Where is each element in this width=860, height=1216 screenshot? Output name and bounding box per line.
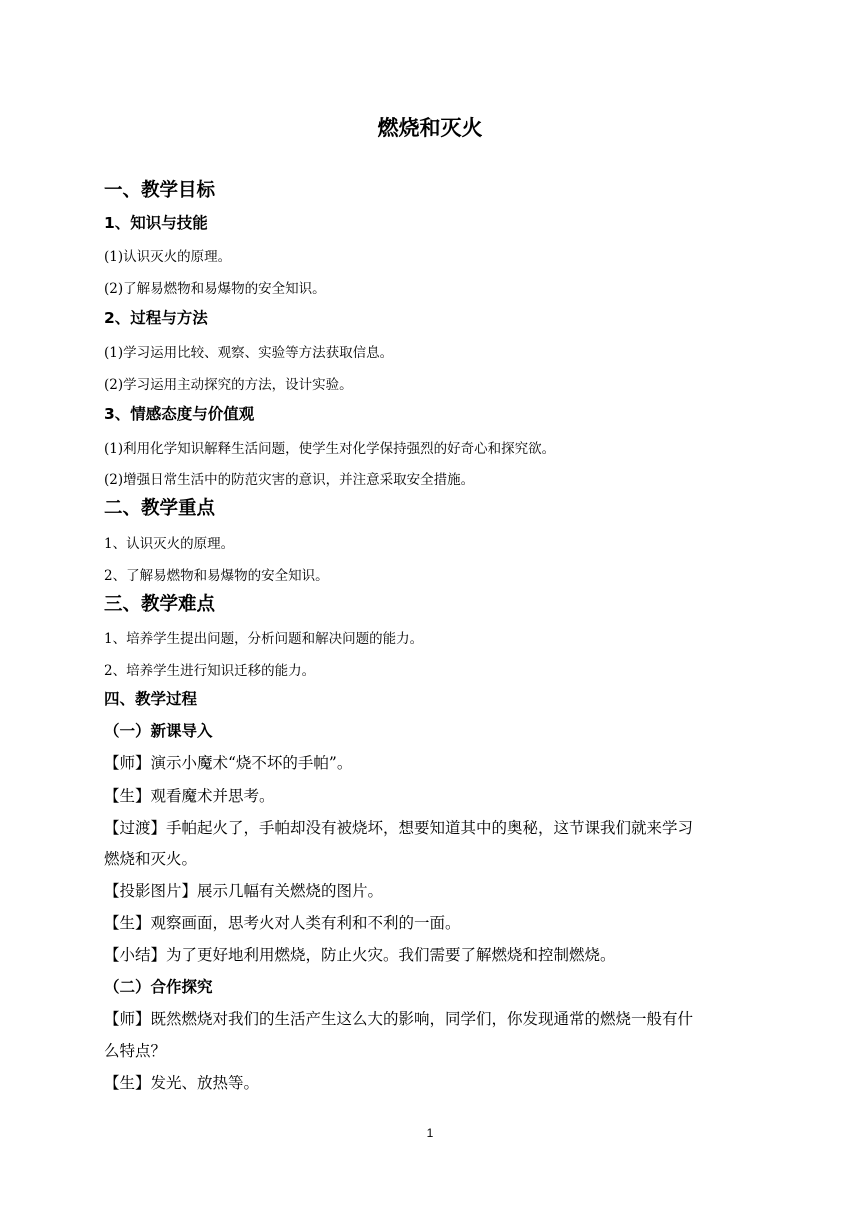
subheading-knowledge: 1、知识与技能 <box>104 214 208 232</box>
paragraph: 【小结】为了更好地利用燃烧，防止火灾。我们需要了解燃烧和控制燃烧。 <box>104 946 616 964</box>
paragraph: 【投影图片】展示几幅有关燃烧的图片。 <box>104 882 384 900</box>
paragraph: 么特点？ <box>104 1042 167 1060</box>
subheading-cooperation: （二）合作探究 <box>104 978 213 996</box>
paragraph: 【生】观察画面，思考火对人类有利和不利的一面。 <box>104 914 461 932</box>
section-heading-process: 四、教学过程 <box>104 690 198 708</box>
paragraph: (1)利用化学知识解释生活问题，使学生对化学保持强烈的好奇心和探究欲。 <box>104 441 556 457</box>
paragraph: 【师】既然燃烧对我们的生活产生这么大的影响，同学们，你发现通常的燃烧一般有什 <box>104 1010 694 1028</box>
paragraph: 2、了解易燃物和易爆物的安全知识。 <box>104 568 329 584</box>
paragraph: 2、培养学生进行知识迁移的能力。 <box>104 663 316 679</box>
paragraph: (2)了解易燃物和易爆物的安全知识。 <box>104 281 326 297</box>
document-title: 燃烧和灭火 <box>377 116 483 140</box>
paragraph: 【生】观看魔术并思考。 <box>104 787 275 805</box>
subheading-intro: （一）新课导入 <box>104 722 213 740</box>
paragraph: (1)学习运用比较、观察、实验等方法获取信息。 <box>104 345 394 361</box>
paragraph: (2)学习运用主动探究的方法，设计实验。 <box>104 377 353 393</box>
section-heading-difficulties: 三、教学难点 <box>104 594 216 615</box>
subheading-emotion: 3、情感态度与价值观 <box>104 405 255 423</box>
page-number: 1 <box>426 1126 434 1140</box>
paragraph: 1、培养学生提出问题，分析问题和解决问题的能力。 <box>104 631 424 647</box>
paragraph: 【过渡】手帕起火了，手帕却没有被烧坏，想要知道其中的奥秘，这节课我们就来学习 <box>104 819 694 837</box>
paragraph: 【师】演示小魔术“烧不坏的手帕”。 <box>104 754 353 772</box>
section-heading-objectives: 一、教学目标 <box>104 180 216 201</box>
subheading-process: 2、过程与方法 <box>104 309 208 327</box>
section-heading-key-points: 二、教学重点 <box>104 498 216 519</box>
paragraph: 【生】发光、放热等。 <box>104 1074 260 1092</box>
paragraph: (2)增强日常生活中的防范灾害的意识，并注意采取安全措施。 <box>104 472 475 488</box>
paragraph: 1、认识灭火的原理。 <box>104 536 235 552</box>
paragraph: 燃烧和灭火。 <box>104 850 198 868</box>
paragraph: (1)认识灭火的原理。 <box>104 249 232 265</box>
